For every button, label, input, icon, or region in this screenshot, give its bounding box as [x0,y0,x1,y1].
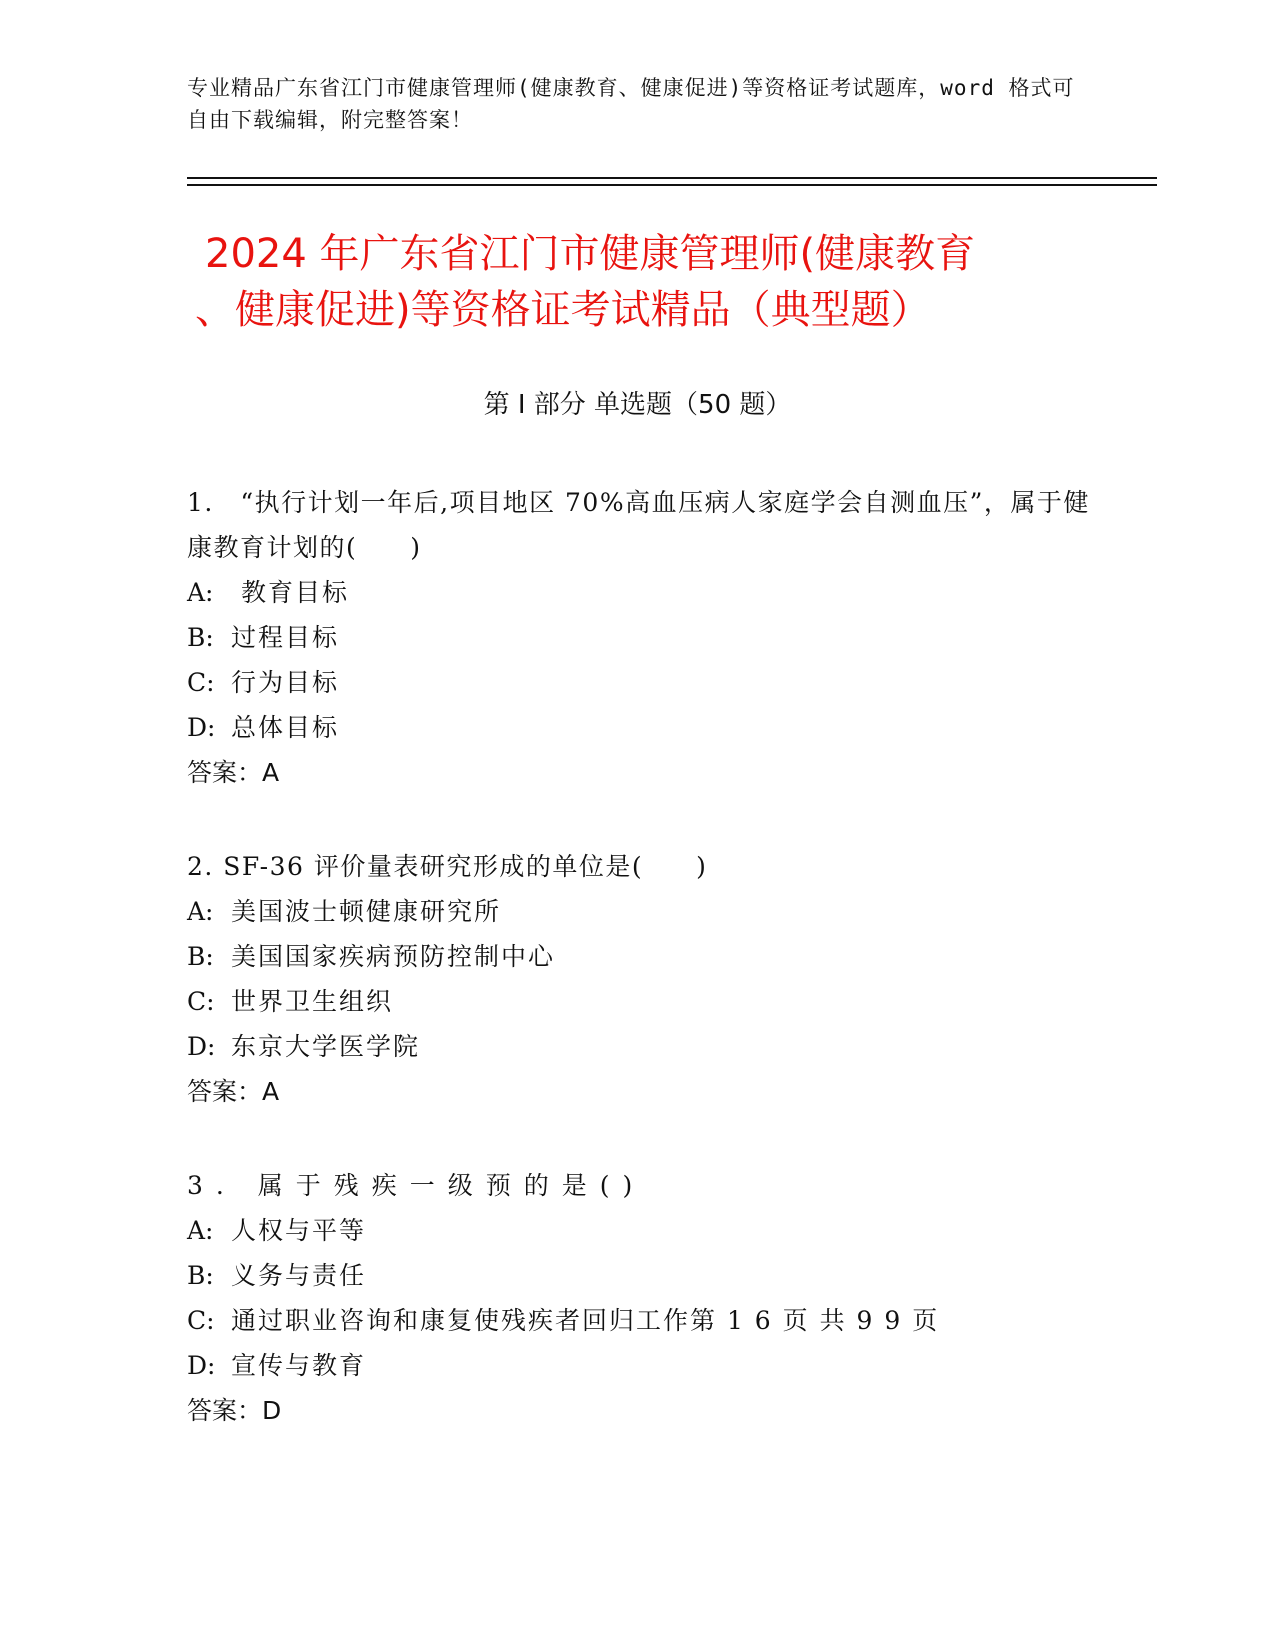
option-key: B: [187,623,214,652]
option-c [187,660,1107,705]
header-note: 专业精品广东省江门市健康管理师(健康教育、健康促进)等资格证考试题库，word 格式可自由下载编辑，附完整答案！ [187,76,1075,132]
option-key: A: [187,578,214,607]
question-1 [187,480,1107,796]
document-title-line-2: 、健康促进)等资格证考试精品（典型题） [195,287,931,333]
option-text: 行为目标 [231,668,340,697]
option-text: 美国波士顿健康研究所 [231,897,502,926]
header-divider-bottom [187,184,1157,186]
document-title-line-1: 2024 年广东省江门市健康管理师(健康教育 [205,231,976,277]
answer-label: 答案：A [187,1077,280,1106]
section-title: 第 I 部分 单选题（50 题） [483,390,792,420]
option-a [187,889,1107,934]
option-text: 义务与责任 [231,1261,367,1290]
option-b [187,615,1107,660]
option-text: 宣传与教育 [231,1351,367,1380]
option-key: B: [187,1261,214,1290]
question-3 [187,1163,1107,1434]
option-key: A: [187,897,214,926]
option-b [187,1253,1107,1298]
option-text: 世界卫生组织 [231,987,394,1016]
question-2 [187,844,1107,1115]
question-stem: 1. “执行计划一年后,项目地区 70%高血压病人家庭学会自测血压”，属于健康教育计划的( ) [187,488,1090,562]
answer-label: 答案：A [187,758,280,787]
option-key: B: [187,942,214,971]
option-key: C: [187,668,215,697]
option-key: D: [187,1032,216,1061]
option-a [187,570,1107,615]
question-stem: 3. 属于残疾一级预的是() [187,1171,646,1200]
question-stem: 2. SF-36 评价量表研究形成的单位是( ) [187,852,708,881]
option-text: 人权与平等 [231,1216,367,1245]
option-a [187,1208,1107,1253]
option-text: 东京大学医学院 [231,1032,421,1061]
option-c [187,1298,1107,1343]
option-d [187,705,1107,750]
option-b [187,934,1107,979]
option-d [187,1343,1107,1388]
option-text: 总体目标 [231,713,340,742]
option-text: 教育目标 [231,578,349,607]
header-divider-top [187,177,1157,179]
answer-label: 答案：D [187,1396,282,1425]
option-d [187,1024,1107,1069]
option-text: 通过职业咨询和康复使残疾者回归工作第 1 6 页 共 9 9 页 [231,1306,940,1335]
option-text: 美国国家疾病预防控制中心 [231,942,556,971]
option-key: D: [187,1351,216,1380]
option-c [187,979,1107,1024]
option-key: D: [187,713,216,742]
option-key: A: [187,1216,214,1245]
option-key: C: [187,987,215,1016]
option-text: 过程目标 [231,623,340,652]
option-key: C: [187,1306,215,1335]
document-title [195,226,1105,338]
question-list [187,480,1107,1482]
